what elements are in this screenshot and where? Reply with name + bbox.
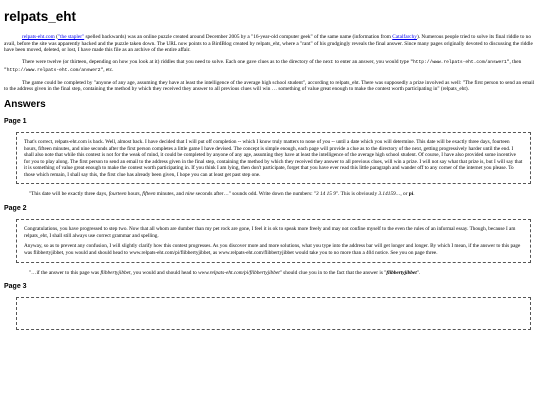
page2-answer: flibbertyjibbet xyxy=(386,269,417,276)
page-title: relpats_eht xyxy=(4,9,77,24)
catalfarchy-link[interactable]: Catalfarchy xyxy=(392,34,417,40)
stapler-link[interactable]: "the stapler" xyxy=(57,34,85,40)
page1-answer: pi xyxy=(408,191,414,198)
page2-quote-box xyxy=(16,219,531,262)
intro-paragraph-2: There were twelve (or thirteen, depending on how you look at it) riddles that you need to solve. Each one gave clues as to the directory of the next: to enter an answer, you would type "http://www.relpats-eht.com/answer1", then "http://www.relpats-eht.com/answer2", etc. xyxy=(4,59,522,73)
page2-commentary: "…if the answer to this page was flibbertyjibbet, you would and should head to www.relpats-eht.com/pi/flibbertyjibbet" should clue you in to the fact that the answer is "flibbertyjibbet". xyxy=(29,269,421,276)
answer1-url: "http://www.relpats-eht.com/answer1" xyxy=(410,60,510,66)
page2-heading: Page 2 xyxy=(4,205,27,213)
intro-paragraph-3: The game could be completed by "anyone of any age, assuming they have at least the intelligence of the average high school student", according to relpats_eht. There was supposedly a prize involved as well: "The first person to send an email to the address given in the final step, containing the method by which they received they answer to all previous clues will win … something of value great enough to make the contest worth participating in" (relpats_eht). xyxy=(4,79,535,93)
page1-heading: Page 1 xyxy=(4,117,27,125)
answer2-url: "http://www.relpats-eht.com/answer2" xyxy=(4,67,104,73)
page2-quote-paragraph-2: Anyway, so as to prevent any confusion, I will slightly clarify how this contest progresses. As you discover more and more solutions, what you type into the address bar will get longer and longer. By which I mean, if the answer to this page was flibbertyjibbet, you would and should head to www.relpats-eht.com/pi/flibbertyjibbet, as www.relpats-eht.com/flibbertyjibbet would take you to no more than a 404 notice. See you on page three. xyxy=(24,243,521,256)
answers-heading: Answers xyxy=(4,98,46,110)
page1-quote-box xyxy=(16,132,531,185)
page3-quote-box xyxy=(16,297,531,330)
page1-commentary: "This date will be exactly three days, fourteen hours, fifteen minutes, and nine seconds after…" sounds odd. Write down the numbers: "3 14 15 9". This is obviously 3.14159…, or pi. xyxy=(29,191,415,198)
page2-quote-paragraph-1: Congratulations, you have progressed to step two. Now that all whom are dumber than my pet rock are gone, I feel it is ok to speak more freely and may not confine myself to the even the rules of an informal essay. Though, because I am relpats_eht, I shall still always use correct grammar and spelling. xyxy=(24,226,516,239)
intro-paragraph-1: relpats-eht.com ("the stapler" spelled backwards) was an online puzzle created around December 2005 by a "16-year-old computer geek" of the same name (information from Catalfarchy). Numerous people tried to solve its final riddle to no avail, before the site was apparently hacked and the puzzle taken down. The URL now points to a BirdBlog created by relpats_eht, where a "rant" of his grudgingly reveals the final answer. Since many pages originally devoted to discussing the riddle have been moved, deleted, or lost, I have made this file as an archive of the entire affair. xyxy=(4,34,533,54)
relpats-site-link[interactable]: relpats-eht.com xyxy=(22,34,55,40)
page3-heading: Page 3 xyxy=(4,283,27,291)
page1-quote-text: That's correct, relpats-eht.com is back. Well, almost back. I have decided that I will put off completion -- which I know truly matters to none of you -- until a date which you will determine. This date will be exactly three days, fourteen hours, fifteen minutes, and nine seconds after the first person completes a little game I have devised. The concept is simple enough, each page will provide a clue as to the directory of the next, getting progressively harder until the end. I shall also note that while this contest is not for the weak of mind, it could be completed by anyone of any age, assuming they have at least the intelligence of the average high school student. Of course, I have also provided some incentive for you to play along. The first person to send an email to the address given in the final step, containing the method by which they received they answer to all previous clues, will win a prize. I will not say what that prize is, but I will say that it is something of value great enough to make the contest worth participating in. If you think I am lying, then don't participate, forget that you have ever read this little paragraph and wander off to any corner of the internet you please. To those which remain, I shall say this, the first clue has already been given, I hope you can at least get past step one. xyxy=(24,138,523,178)
